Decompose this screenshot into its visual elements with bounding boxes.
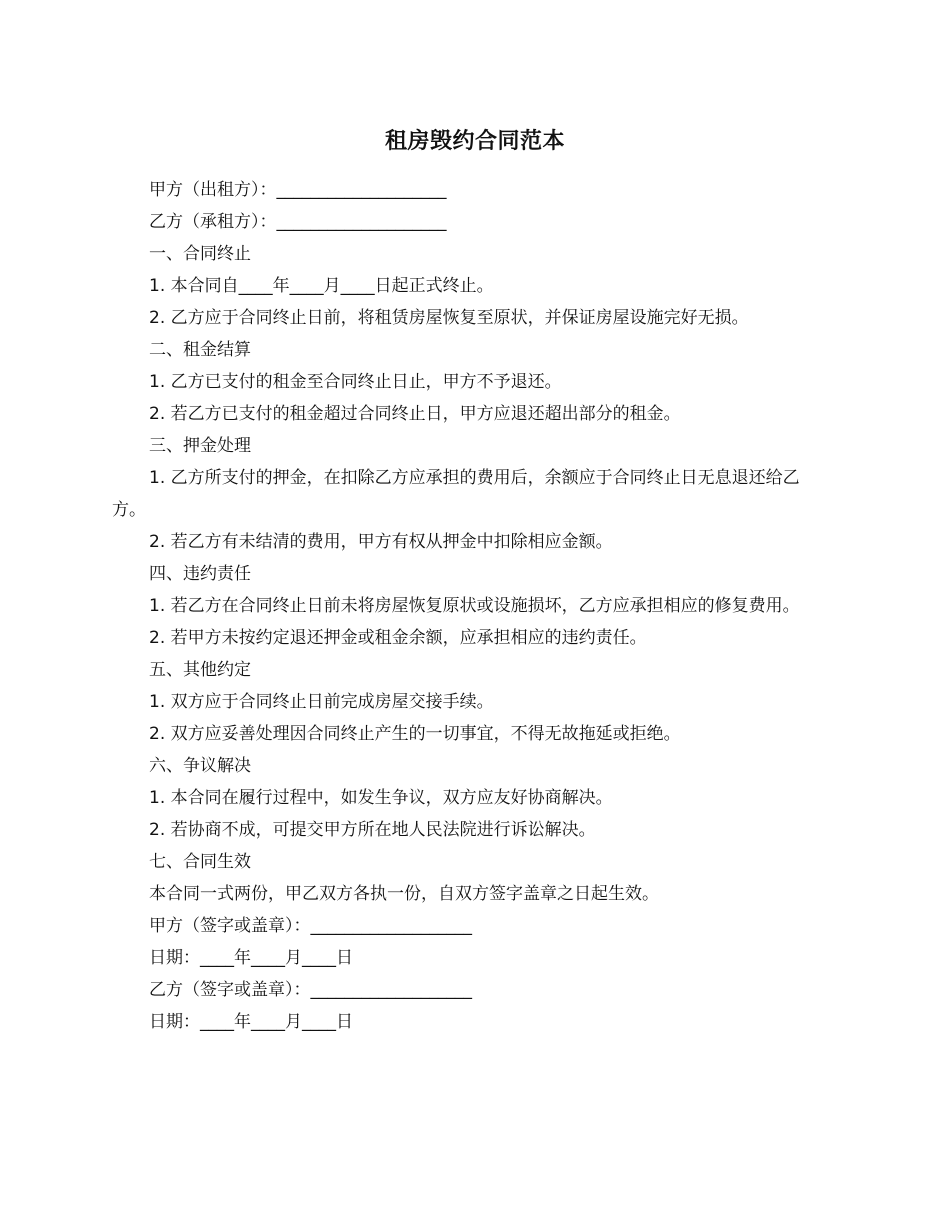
clause: 1. 若乙方在合同终止日前未将房屋恢复原状或设施损坏，乙方应承担相应的修复费用。 [149, 596, 800, 616]
clause: 本合同一式两份，甲乙双方各执一份，自双方签字盖章之日起生效。 [149, 884, 659, 904]
section-heading: 六、争议解决 [149, 756, 251, 776]
section-heading: 七、合同生效 [149, 852, 251, 872]
clause: 1. 乙方所支付的押金，在扣除乙方应承担的费用后，余额应于合同终止日无息退还给乙方。 [112, 468, 800, 520]
signature-line-party-b: 乙方（签字或盖章）：___________________ [149, 980, 472, 1000]
section-heading: 二、租金结算 [149, 340, 251, 360]
party-b-line: 乙方（承租方）：____________________ [149, 212, 447, 232]
clause: 1. 双方应于合同终止日前完成房屋交接手续。 [149, 692, 494, 712]
section-heading: 三、押金处理 [149, 436, 251, 456]
date-line-party-b: 日期：____年____月____日 [149, 1012, 353, 1032]
clause: 2. 若甲方未按约定退还押金或租金余额，应承担相应的违约责任。 [149, 628, 647, 648]
signature-line-party-a: 甲方（签字或盖章）：___________________ [149, 916, 472, 936]
date-line-party-a: 日期：____年____月____日 [149, 948, 353, 968]
clause: 2. 若协商不成，可提交甲方所在地人民法院进行诉讼解决。 [149, 820, 596, 840]
section-heading: 一、合同终止 [149, 244, 251, 264]
section-heading: 四、违约责任 [149, 564, 251, 584]
clause: 2. 若乙方已支付的租金超过合同终止日，甲方应退还超出部分的租金。 [149, 404, 681, 424]
section-heading: 五、其他约定 [149, 660, 251, 680]
clause: 1. 本合同自____年____月____日起正式终止。 [149, 276, 494, 296]
clause: 1. 本合同在履行过程中，如发生争议，双方应友好协商解决。 [149, 788, 613, 808]
party-a-line: 甲方（出租方）：____________________ [149, 180, 447, 200]
document-body [112, 174, 827, 1038]
clause: 2. 若乙方有未结清的费用，甲方有权从押金中扣除相应金额。 [149, 532, 613, 552]
document-title: 租房毁约合同范本 [384, 129, 565, 154]
clause: 2. 双方应妥善处理因合同终止产生的一切事宜，不得无故拖延或拒绝。 [149, 724, 681, 744]
clause: 2. 乙方应于合同终止日前，将租赁房屋恢复至原状，并保证房屋设施完好无损。 [149, 308, 749, 328]
clause: 1. 乙方已支付的租金至合同终止日止，甲方不予退还。 [149, 372, 562, 392]
